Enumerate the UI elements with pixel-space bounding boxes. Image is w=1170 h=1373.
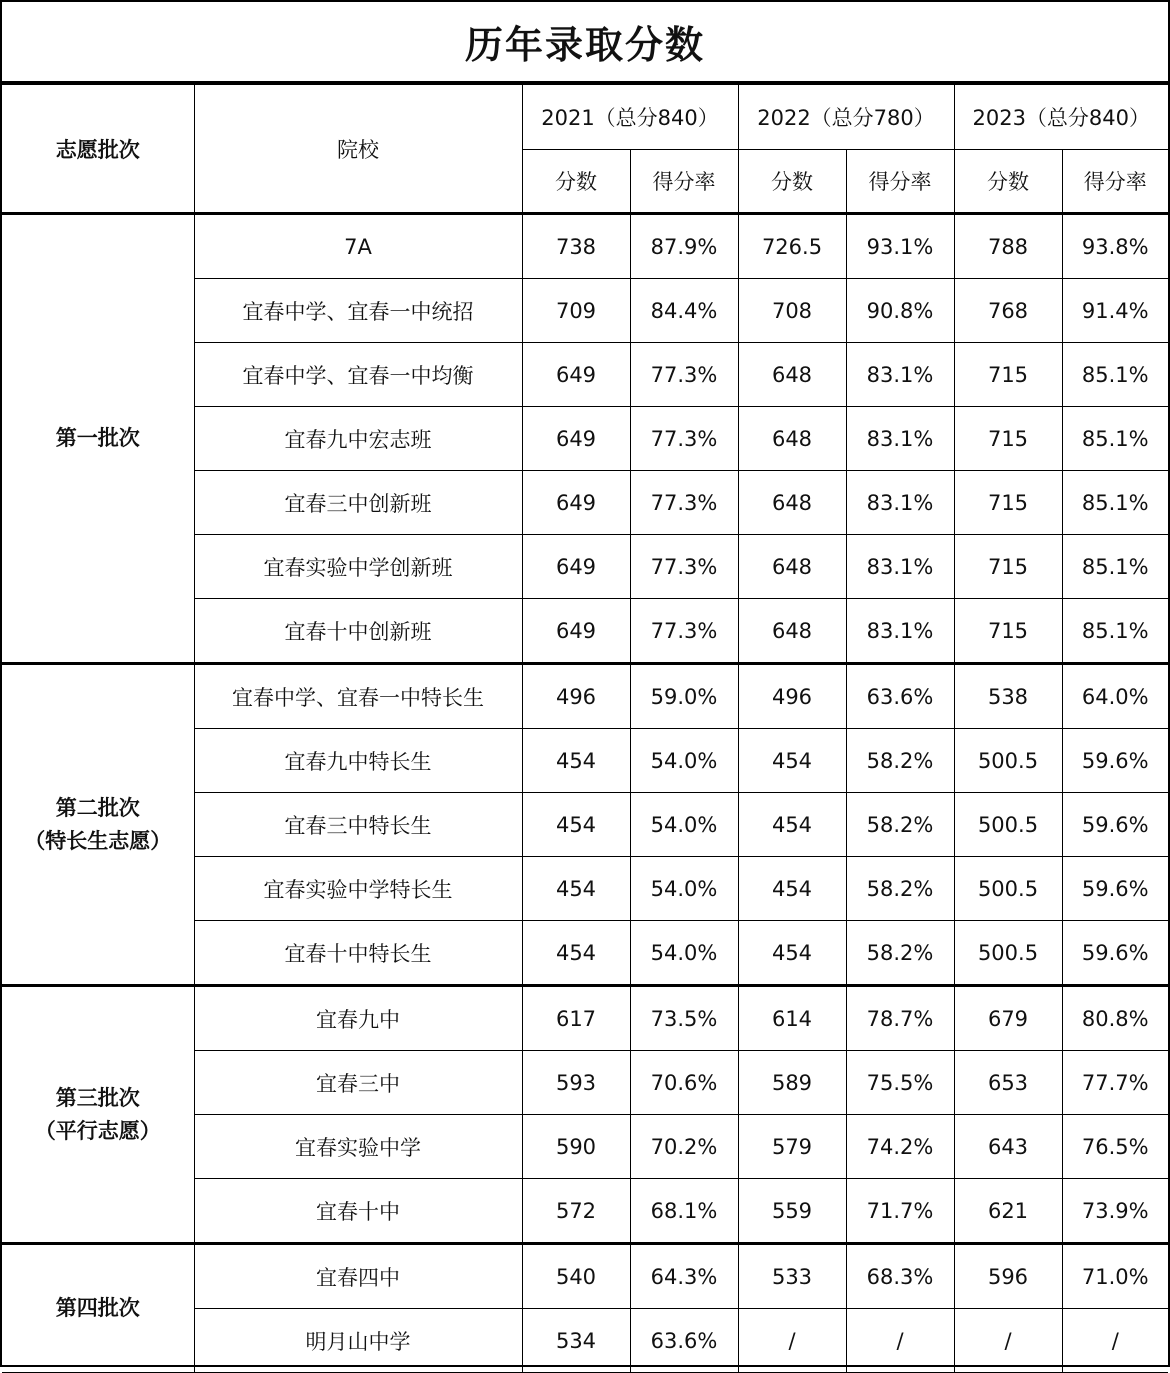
rate-cell: 85.1% bbox=[1062, 471, 1168, 535]
score-cell: 579 bbox=[738, 1115, 846, 1179]
score-cell: 454 bbox=[522, 921, 630, 986]
score-cell: 648 bbox=[738, 407, 846, 471]
rate-cell: 73.9% bbox=[1062, 1179, 1168, 1244]
score-cell: 500.5 bbox=[954, 729, 1062, 793]
school-cell: 7A bbox=[194, 214, 522, 279]
rate-cell: 70.2% bbox=[630, 1115, 738, 1179]
rate-cell: 77.3% bbox=[630, 471, 738, 535]
rate-cell: 77.3% bbox=[630, 599, 738, 664]
rate-cell: 54.0% bbox=[630, 729, 738, 793]
rate-cell: 68.1% bbox=[630, 1179, 738, 1244]
rate-cell: 58.2% bbox=[846, 921, 954, 986]
school-cell: 宜春三中创新班 bbox=[194, 471, 522, 535]
score-cell: 589 bbox=[738, 1051, 846, 1115]
year-2021-header: 2021（总分840） bbox=[522, 85, 738, 150]
score-cell: 596 bbox=[954, 1244, 1062, 1309]
score-cell: 648 bbox=[738, 599, 846, 664]
score-subheader: 分数 bbox=[738, 150, 846, 214]
score-cell: 454 bbox=[738, 857, 846, 921]
rate-cell: 84.4% bbox=[630, 279, 738, 343]
score-cell: 788 bbox=[954, 214, 1062, 279]
score-cell: 617 bbox=[522, 986, 630, 1051]
rate-cell: 54.0% bbox=[630, 793, 738, 857]
rate-cell: 93.1% bbox=[846, 214, 954, 279]
score-cell: 454 bbox=[522, 793, 630, 857]
score-cell: 593 bbox=[522, 1051, 630, 1115]
school-cell: 宜春中学、宜春一中均衡 bbox=[194, 343, 522, 407]
rate-cell: 77.7% bbox=[1062, 1051, 1168, 1115]
rate-cell: 59.6% bbox=[1062, 793, 1168, 857]
rate-cell: 68.3% bbox=[846, 1244, 954, 1309]
rate-cell: 93.8% bbox=[1062, 214, 1168, 279]
school-cell: 宜春中学、宜春一中特长生 bbox=[194, 664, 522, 729]
rate-cell: 85.1% bbox=[1062, 535, 1168, 599]
school-cell: 宜春九中特长生 bbox=[194, 729, 522, 793]
school-cell: 明月山中学 bbox=[194, 1309, 522, 1373]
score-subheader: 分数 bbox=[522, 150, 630, 214]
score-cell: 500.5 bbox=[954, 857, 1062, 921]
score-cell: 500.5 bbox=[954, 921, 1062, 986]
rate-cell: 83.1% bbox=[846, 535, 954, 599]
batch-subtitle: （平行志愿） bbox=[34, 1118, 161, 1143]
rate-cell: 91.4% bbox=[1062, 279, 1168, 343]
rate-cell: 78.7% bbox=[846, 986, 954, 1051]
rate-cell: 76.5% bbox=[1062, 1115, 1168, 1179]
table-row bbox=[2, 214, 1168, 279]
table-row bbox=[2, 1244, 1168, 1309]
score-cell: 715 bbox=[954, 599, 1062, 664]
score-cell: 614 bbox=[738, 986, 846, 1051]
score-cell: 708 bbox=[738, 279, 846, 343]
score-cell: 715 bbox=[954, 343, 1062, 407]
score-cell: 709 bbox=[522, 279, 630, 343]
score-cell: 649 bbox=[522, 407, 630, 471]
year-2023-header: 2023（总分840） bbox=[954, 85, 1168, 150]
school-cell: 宜春实验中学创新班 bbox=[194, 535, 522, 599]
rate-cell: 73.5% bbox=[630, 986, 738, 1051]
score-cell: 679 bbox=[954, 986, 1062, 1051]
table-body bbox=[2, 214, 1168, 1373]
rate-cell: 83.1% bbox=[846, 343, 954, 407]
score-cell: 590 bbox=[522, 1115, 630, 1179]
score-cell: 534 bbox=[522, 1309, 630, 1373]
score-cell: 500.5 bbox=[954, 793, 1062, 857]
table-row bbox=[2, 986, 1168, 1051]
score-cell: 738 bbox=[522, 214, 630, 279]
score-cell: 621 bbox=[954, 1179, 1062, 1244]
rate-cell: 59.0% bbox=[630, 664, 738, 729]
score-cell: 726.5 bbox=[738, 214, 846, 279]
rate-cell: 85.1% bbox=[1062, 599, 1168, 664]
score-cell: 572 bbox=[522, 1179, 630, 1244]
rate-cell: 87.9% bbox=[630, 214, 738, 279]
rate-cell: 83.1% bbox=[846, 471, 954, 535]
rate-cell: / bbox=[1062, 1309, 1168, 1373]
rate-subheader: 得分率 bbox=[1062, 150, 1168, 214]
rate-cell: 80.8% bbox=[1062, 986, 1168, 1051]
batch-cell bbox=[2, 664, 194, 986]
batch-cell bbox=[2, 986, 194, 1244]
batch-subtitle: （特长生志愿） bbox=[24, 828, 172, 853]
rate-cell: 59.6% bbox=[1062, 857, 1168, 921]
rate-cell: 77.3% bbox=[630, 535, 738, 599]
rate-subheader: 得分率 bbox=[846, 150, 954, 214]
score-cell: 643 bbox=[954, 1115, 1062, 1179]
rate-cell: 75.5% bbox=[846, 1051, 954, 1115]
score-cell: 496 bbox=[738, 664, 846, 729]
rate-cell: 58.2% bbox=[846, 729, 954, 793]
school-cell: 宜春实验中学特长生 bbox=[194, 857, 522, 921]
score-cell: 715 bbox=[954, 471, 1062, 535]
score-cell: / bbox=[954, 1309, 1062, 1373]
school-column-header: 院校 bbox=[194, 85, 522, 214]
rate-cell: 59.6% bbox=[1062, 729, 1168, 793]
rate-cell: 85.1% bbox=[1062, 407, 1168, 471]
rate-cell: 54.0% bbox=[630, 921, 738, 986]
rate-cell: 74.2% bbox=[846, 1115, 954, 1179]
score-cell: 454 bbox=[522, 729, 630, 793]
score-subheader: 分数 bbox=[954, 150, 1062, 214]
rate-cell: 58.2% bbox=[846, 857, 954, 921]
school-cell: 宜春三中特长生 bbox=[194, 793, 522, 857]
school-cell: 宜春九中宏志班 bbox=[194, 407, 522, 471]
score-cell: 653 bbox=[954, 1051, 1062, 1115]
school-cell: 宜春十中特长生 bbox=[194, 921, 522, 986]
rate-cell: 85.1% bbox=[1062, 343, 1168, 407]
score-cell: 649 bbox=[522, 599, 630, 664]
score-cell: 715 bbox=[954, 407, 1062, 471]
year-2022-header: 2022（总分780） bbox=[738, 85, 954, 150]
batch-cell bbox=[2, 1244, 194, 1373]
rate-cell: / bbox=[846, 1309, 954, 1373]
rate-cell: 64.3% bbox=[630, 1244, 738, 1309]
rate-cell: 58.2% bbox=[846, 793, 954, 857]
rate-cell: 77.3% bbox=[630, 343, 738, 407]
score-cell: 648 bbox=[738, 471, 846, 535]
rate-cell: 83.1% bbox=[846, 407, 954, 471]
rate-cell: 59.6% bbox=[1062, 921, 1168, 986]
batch-name: 第四批次 bbox=[55, 1296, 140, 1320]
rate-cell: 71.7% bbox=[846, 1179, 954, 1244]
rate-cell: 64.0% bbox=[1062, 664, 1168, 729]
rate-cell: 54.0% bbox=[630, 857, 738, 921]
batch-name: 第二批次 bbox=[55, 795, 140, 820]
rate-cell: 83.1% bbox=[846, 599, 954, 664]
school-cell: 宜春九中 bbox=[194, 986, 522, 1051]
score-cell: 768 bbox=[954, 279, 1062, 343]
admission-score-table bbox=[2, 84, 1168, 1373]
score-cell: 540 bbox=[522, 1244, 630, 1309]
score-cell: 559 bbox=[738, 1179, 846, 1244]
score-cell: 454 bbox=[738, 729, 846, 793]
school-cell: 宜春中学、宜春一中统招 bbox=[194, 279, 522, 343]
page-title: 历年录取分数 bbox=[2, 2, 1168, 84]
score-cell: 649 bbox=[522, 343, 630, 407]
score-cell: 715 bbox=[954, 535, 1062, 599]
batch-name: 第三批次 bbox=[55, 1085, 140, 1110]
table-row bbox=[2, 664, 1168, 729]
batch-cell bbox=[2, 214, 194, 664]
score-cell: 454 bbox=[522, 857, 630, 921]
rate-cell: 71.0% bbox=[1062, 1244, 1168, 1309]
score-cell: 533 bbox=[738, 1244, 846, 1309]
rate-cell: 77.3% bbox=[630, 407, 738, 471]
score-cell: 454 bbox=[738, 921, 846, 986]
rate-cell: 63.6% bbox=[630, 1309, 738, 1373]
rate-cell: 63.6% bbox=[846, 664, 954, 729]
school-cell: 宜春十中创新班 bbox=[194, 599, 522, 664]
score-cell: / bbox=[738, 1309, 846, 1373]
rate-cell: 90.8% bbox=[846, 279, 954, 343]
school-cell: 宜春实验中学 bbox=[194, 1115, 522, 1179]
score-cell: 496 bbox=[522, 664, 630, 729]
rate-subheader: 得分率 bbox=[630, 150, 738, 214]
rate-cell: 70.6% bbox=[630, 1051, 738, 1115]
batch-name: 第一批次 bbox=[55, 426, 140, 450]
score-cell: 648 bbox=[738, 343, 846, 407]
score-cell: 649 bbox=[522, 471, 630, 535]
score-cell: 648 bbox=[738, 535, 846, 599]
score-cell: 538 bbox=[954, 664, 1062, 729]
score-cell: 454 bbox=[738, 793, 846, 857]
school-cell: 宜春三中 bbox=[194, 1051, 522, 1115]
school-cell: 宜春十中 bbox=[194, 1179, 522, 1244]
batch-column-header: 志愿批次 bbox=[2, 85, 194, 214]
school-cell: 宜春四中 bbox=[194, 1244, 522, 1309]
score-cell: 649 bbox=[522, 535, 630, 599]
